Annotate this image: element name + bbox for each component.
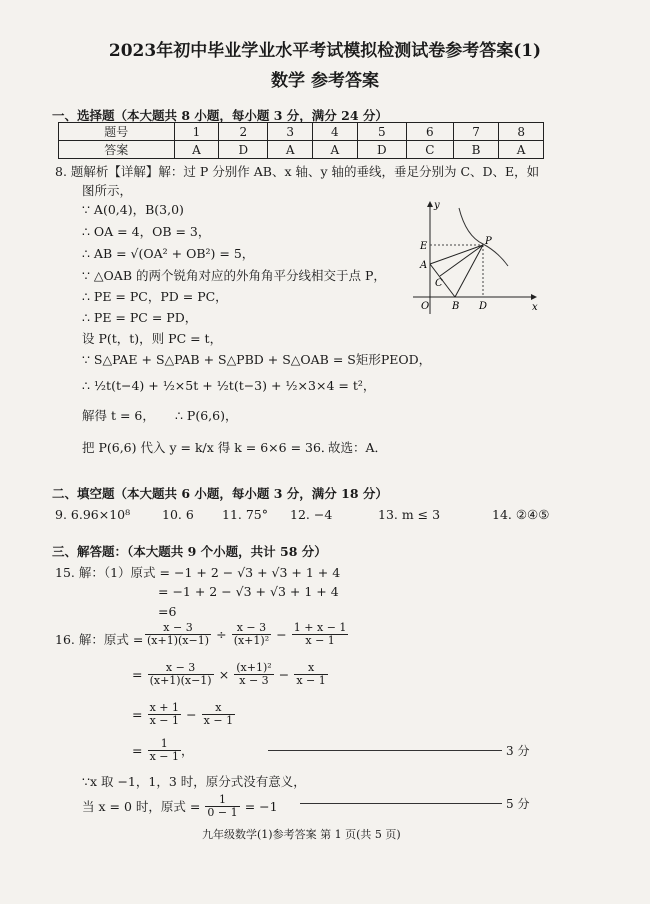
- fill-answer: 14. ②④⑤: [492, 507, 550, 522]
- segment-pa: [430, 245, 483, 264]
- page-subtitle: 数学 参考答案: [271, 71, 379, 91]
- label-o: O: [421, 301, 430, 312]
- table-row: [59, 141, 544, 159]
- table-cell: 4: [313, 123, 358, 141]
- q8-line: 解得 t = 6，: [82, 408, 155, 423]
- q8-line: 图所示，: [82, 183, 133, 198]
- q8-line: 把 P(6,6) 代入 y = k/x 得 k = 6×6 = 36．: [82, 440, 334, 455]
- fill-answer: 9. 6.96×10⁸: [55, 507, 131, 522]
- q16-note: ∵x 取 −1，1，3 时，原分式没有意义，: [82, 774, 306, 789]
- q8-line: 故选：A．: [328, 440, 388, 455]
- segment-pb: [455, 245, 483, 297]
- geometry-figure: [408, 196, 544, 318]
- fraction: $\frac{1 + x - 1}{x - 1}$: [293, 621, 347, 647]
- table-row: [59, 123, 544, 141]
- fraction: $\frac{x - 3}{(x+1)(x-1)}$: [147, 621, 210, 647]
- fraction: $\frac{x}{x - 1}$: [203, 701, 234, 727]
- label-e: E: [420, 241, 428, 252]
- table-cell: D: [219, 141, 268, 159]
- table-cell: 2: [219, 123, 268, 141]
- label-x: x: [532, 302, 538, 313]
- q15-line: =6: [158, 604, 177, 619]
- table-cell: C: [406, 141, 453, 159]
- fraction: $\frac{\text{(x+1)²}}{x - 3}$: [236, 661, 272, 687]
- q8-line: ∴ OA = 4，OB = 3，: [82, 224, 211, 239]
- table-cell: A: [174, 141, 219, 159]
- q8-line: ∴ AB = √(OA² + OB²) = 5，: [82, 246, 255, 261]
- table-cell: A: [268, 141, 313, 159]
- fraction: $\frac{1}{0 - 1}$: [207, 793, 238, 819]
- table-cell: 6: [406, 123, 453, 141]
- q16-expr-3: = $\frac{x + 1}{x - 1}$ − $\frac{x}{x - 1}$: [132, 701, 234, 727]
- table-cell: 1: [174, 123, 219, 141]
- page-title: 2023年初中毕业学业水平考试模拟检测试卷参考答案(1): [108, 41, 542, 61]
- table-cell: 3: [268, 123, 313, 141]
- q8-line: ∵ A(0,4)，B(3,0): [82, 202, 184, 217]
- section2-heading: 二、填空题（本大题共 6 小题，每小题 3 分，满分 18 分）: [52, 486, 388, 501]
- q16-label: 16. 解：原式 =: [55, 632, 144, 647]
- fraction: $\frac{x - 3}{\text{(x+1)²}}$: [233, 621, 270, 647]
- table-cell: A: [313, 141, 358, 159]
- score-label: 3 分: [506, 744, 530, 758]
- q8-line: ∴ P(6,6)，: [175, 408, 238, 423]
- segment-pc: [440, 245, 483, 276]
- table-cell: D: [357, 141, 406, 159]
- score-label: 5 分: [506, 797, 530, 811]
- fraction: $\frac{x + 1}{x - 1}$: [149, 701, 179, 727]
- fraction: $\frac{x - 3}{(x+1)(x-1)}$: [149, 661, 212, 687]
- q8-line: 设 P(t，t)，则 PC = t，: [82, 331, 223, 346]
- fill-answer: 13. m ≤ 3: [378, 507, 441, 522]
- q16-expr-1: $\frac{x - 3}{(x+1)(x-1)}$ ÷ $\frac{x - 3}{\text{(x+1)²}}$ − $\frac{1 + x - 1}{x - 1}$: [147, 621, 347, 647]
- fill-answer: 10. 6: [162, 507, 194, 522]
- label-b: B: [452, 301, 460, 312]
- answer-table: [58, 122, 544, 159]
- row-label: 答案: [59, 141, 175, 159]
- fraction: $\frac{x}{x - 1}$: [296, 661, 326, 687]
- row-label: 题号: [59, 123, 175, 141]
- table-cell: 8: [499, 123, 544, 141]
- q15-line: 15. 解：（1）原式 = −1 + 2 − √3 + √3 + 1 + 4: [55, 565, 341, 580]
- fill-answer: 12. −4: [290, 507, 333, 522]
- label-a: A: [420, 260, 428, 271]
- q16-final: 当 x = 0 时，原式 = $\frac{1}{0 - 1}$ = −1: [82, 793, 278, 819]
- q16-expr-2: = $\frac{x - 3}{(x+1)(x-1)}$ × $\frac{\text{(x+1)²}}{x - 3}$ − $\frac{x}{x - 1}$: [132, 661, 326, 687]
- section3-heading: 三、解答题：（本大题共 9 个小题，共计 58 分）: [52, 544, 327, 559]
- fill-answer: 11. 75°: [222, 507, 269, 522]
- q8-line: ∵ △OAB 的两个锐角对应的外角角平分线相交于点 P，: [82, 268, 386, 283]
- table-cell: A: [499, 141, 544, 159]
- q8-line: ∴ ½t(t−4) + ½×5t + ½t(t−3) + ½×3×4 = t²，: [82, 378, 376, 393]
- label-p: P: [485, 236, 492, 247]
- label-y: y: [434, 200, 440, 211]
- q8-line: ∵ S△PAE + S△PAB + S△PBD + S△OAB = S矩形PEOD，: [82, 352, 432, 367]
- section1-heading: 一、选择题（本大题共 8 小题，每小题 3 分，满分 24 分）: [52, 108, 388, 123]
- score-leader-line: [268, 750, 502, 751]
- table-cell: 7: [453, 123, 498, 141]
- q8-line: 8. 题解析【详解】解：过 P 分别作 AB、x 轴、y 轴的垂线，垂足分别为 C、D、E，如: [55, 164, 540, 179]
- table-cell: B: [453, 141, 498, 159]
- fraction: $\frac{1}{x - 1}$: [149, 737, 179, 763]
- table-cell: 5: [357, 123, 406, 141]
- q8-line: ∴ PE = PC，PD = PC，: [82, 289, 228, 304]
- q8-line: ∴ PE = PC = PD，: [82, 310, 198, 325]
- label-c: C: [435, 278, 443, 289]
- q15-line: = −1 + 2 − √3 + √3 + 1 + 4: [158, 584, 339, 599]
- q16-expr-4: = $\frac{1}{x - 1}$ ，: [132, 737, 194, 763]
- label-d: D: [479, 301, 488, 312]
- score-leader-line: [300, 803, 502, 804]
- page-footer: 九年级数学(1)参考答案 第 1 页(共 5 页): [202, 828, 401, 841]
